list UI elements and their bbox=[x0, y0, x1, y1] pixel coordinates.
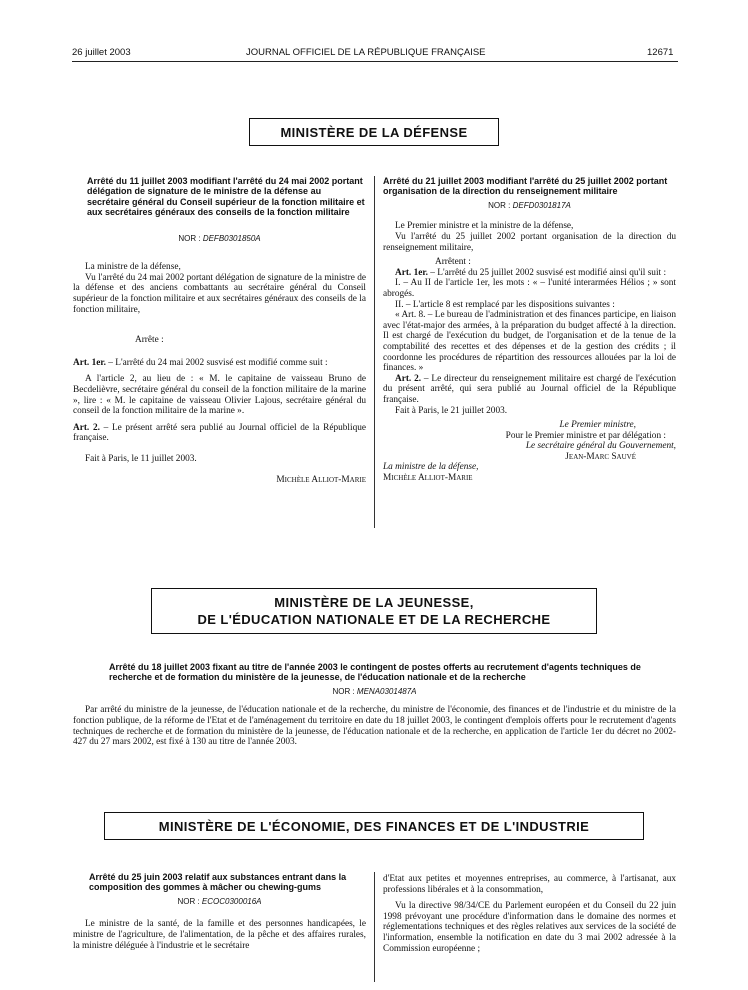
nor-reference: NOR : ECOC0300016A bbox=[177, 896, 262, 906]
paragraph: Vu l'arrêté du 24 mai 2002 portant délégation de signature de la ministre de la défense et des anciens combattants au secrétaire général du Conseil supérieur de la fonction militaire et aux secrétaires généraux des conseils de la fonction militaire, bbox=[73, 272, 366, 315]
ministry-education-box bbox=[151, 588, 597, 634]
signatory-title: Le secrétaire général du Gouvernement, bbox=[525, 441, 676, 452]
column-divider bbox=[374, 872, 375, 982]
decree-title: Arrêté du 25 juin 2003 relatif aux substances entrant dans la composition des gommes à mâcher ou chewing-gums bbox=[89, 872, 347, 893]
ministry-defense-box bbox=[249, 118, 499, 146]
nor-reference: NOR : DEFD0301817A bbox=[488, 200, 571, 210]
header-page-number: 12671 bbox=[647, 47, 674, 58]
header-date: 26 juillet 2003 bbox=[72, 47, 131, 58]
decree-title: Arrêté du 11 juillet 2003 modifiant l'arrêté du 24 mai 2002 portant délégation de signature de le ministre de la défense au secrétaire général du Conseil supérieur de la fonction militaire et aux secrétaires généraux des conseils de la fonction militaire bbox=[87, 176, 365, 218]
nor-reference: NOR : MENA0301487A bbox=[332, 686, 417, 696]
signature: Jean-Marc Sauvé bbox=[565, 451, 636, 462]
ministry-defense-title: MINISTÈRE DE LA DÉFENSE bbox=[280, 124, 468, 140]
column-divider bbox=[374, 176, 375, 528]
ministry-economy-title: MINISTÈRE DE L'ÉCONOMIE, DES FINANCES ET DE L'INDUSTRIE bbox=[158, 818, 590, 834]
paragraph: Par arrêté du ministre de la jeunesse, de l'éducation nationale et de la recherche, du ministre de l'économie, des finances et de l'industrie et du ministre de la fonction publique, de la réforme de l'Etat et de l'aménagement du territoire en date du 18 juillet 2003, le contingent d'emplois offerts pour le recrutement d'agents techniques de recherche et de formation du ministère de la jeunesse, de l'éducation nationale et de la recherche, en application de l'article 1er du décret no 2002-427 du 27 mars 2002, est fixé à 130 au titre de l'année 2003. bbox=[73, 705, 676, 748]
decree-right-column bbox=[383, 176, 676, 484]
article-2: Art. 2. – Le présent arrêté sera publié au Journal officiel de la République française. bbox=[73, 422, 366, 444]
economy-left-column bbox=[73, 872, 366, 951]
paragraph: A l'article 2, au lieu de : « M. le capitaine de vaisseau Bruno de Becdelièvre, secrétaire général du conseil de la fonction militaire de la marine », lire : « M. le capitaine de vaisseau Olivier Lajous, secrétaire général du conseil de la fonction militaire de la marine ». bbox=[73, 374, 366, 417]
paragraph: La ministre de la défense, bbox=[85, 262, 181, 273]
fait-a-paris: Fait à Paris, le 11 juillet 2003. bbox=[85, 453, 197, 464]
header-journal: JOURNAL OFFICIEL DE LA RÉPUBLIQUE FRANÇAISE bbox=[246, 47, 486, 58]
paragraph: Vu la directive 98/34/CE du Parlement européen et du Conseil du 22 juin 1998 prévoyant une procédure d'information dans le domaine des normes et réglementations techniques et des règles relatives aux services de la société de l'information, ensemble la notification en date du 3 mai 2002 adressée à la Commission européenne ; bbox=[383, 901, 676, 954]
arretent-heading: Arrêtent : bbox=[435, 257, 471, 268]
paragraph: II. – L'article 8 est remplacé par les dispositions suivantes : bbox=[395, 299, 615, 310]
decree-left-column bbox=[73, 176, 366, 485]
paragraph: « Art. 8. – Le bureau de l'administration et des finances participe, en liaison avec l'état-major des armées, à la préparation du budget affecté à la direction. Il est chargé de l'exécution du budget, de l'organisation et de la tenue de la comptabilité des recettes et des dépenses et de la gestion des crédits ; il coordonne les procédures de répartition des ressources allouées par la loi de finances. » bbox=[383, 310, 677, 374]
education-decree bbox=[73, 662, 676, 748]
decree-title: Arrêté du 18 juillet 2003 fixant au titre de l'année 2003 le contingent de postes offerts au recrutement d'agents techniques de recherche et de formation du ministère de la jeunesse, de l'éducation nationale et de la recherche bbox=[109, 662, 641, 683]
nor-reference: NOR : DEFB0301850A bbox=[178, 233, 261, 243]
paragraph: Le Premier ministre et la ministre de la défense, bbox=[395, 221, 574, 232]
ministry-education-line2: DE L'ÉDUCATION NATIONALE ET DE LA RECHERCHE bbox=[197, 612, 551, 627]
paragraph: d'Etat aux petites et moyennes entreprises, au commerce, à l'artisanat, aux professions libérales et à la consommation, bbox=[383, 874, 676, 895]
article-2: Art. 2. – Le directeur du renseignement militaire est chargé de l'exécution du présent arrêté, qui sera publié au Journal officiel de la République française. bbox=[383, 373, 676, 405]
signature: Michèle Alliot-Marie bbox=[276, 474, 366, 485]
article-1: Art. 1er. – L'arrêté du 25 juillet 2002 susvisé est modifié ainsi qu'il suit : bbox=[395, 267, 667, 278]
paragraph: Le ministre de la santé, de la famille et des personnes handicapées, le ministre de l'agriculture, de l'alimentation, de la pêche et des affaires rurales, la ministre déléguée à l'industrie et le secrétaire bbox=[73, 919, 366, 951]
signatory-delegation: Pour le Premier ministre et par délégation : bbox=[505, 430, 666, 441]
ministry-economy-box bbox=[104, 812, 644, 840]
article-1: Art. 1er. – L'arrêté du 24 mai 2002 susvisé est modifié comme suit : bbox=[73, 357, 328, 368]
signatory-title: La ministre de la défense, bbox=[383, 462, 479, 473]
decree-title: Arrêté du 21 juillet 2003 modifiant l'arrêté du 25 juillet 2002 portant organisation de la direction du renseignement militaire bbox=[383, 176, 668, 197]
paragraph: Vu l'arrêté du 25 juillet 2002 portant organisation de la direction du renseignement militaire, bbox=[383, 232, 676, 253]
signature: Michèle Alliot-Marie bbox=[383, 473, 473, 484]
fait-a-paris: Fait à Paris, le 21 juillet 2003. bbox=[395, 405, 508, 416]
header-rule bbox=[72, 61, 678, 62]
signatory-title: Le Premier ministre, bbox=[559, 420, 636, 431]
ministry-education-line1: MINISTÈRE DE LA JEUNESSE, bbox=[274, 595, 474, 610]
economy-right-column bbox=[383, 874, 676, 954]
paragraph: I. – Au II de l'article 1er, les mots : « – l'unité interarmées Hélios ; » sont abrogés. bbox=[383, 278, 676, 299]
arrete-heading: Arrête : bbox=[135, 335, 164, 346]
